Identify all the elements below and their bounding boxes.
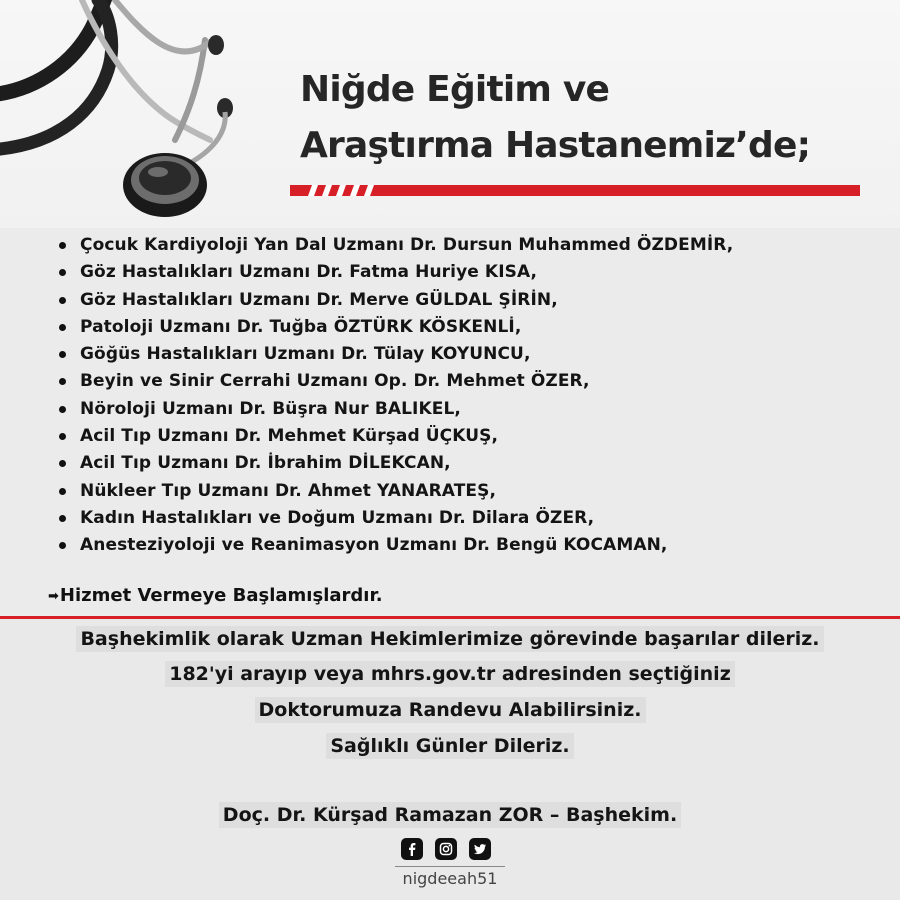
bullet-icon	[59, 542, 66, 549]
footer-line-4: Sağlıklı Günler Dileriz.	[0, 731, 900, 761]
doctor-entry: Nükleer Tıp Uzmanı Dr. Ahmet YANARATEŞ,	[80, 480, 497, 501]
bullet-icon	[59, 460, 66, 467]
bullet-icon	[59, 269, 66, 276]
list-item	[56, 368, 733, 395]
doctor-entry: Patoloji Uzmanı Dr. Tuğba ÖZTÜRK KÖSKENLİ,	[80, 316, 522, 337]
doctor-entry: Acil Tıp Uzmanı Dr. İbrahim DİLEKCAN,	[80, 453, 451, 474]
bullet-icon	[59, 406, 66, 413]
instagram-icon[interactable]	[435, 838, 457, 860]
footer-line-3: Doktorumuza Randevu Alabilirsiniz.	[0, 695, 900, 725]
list-item	[56, 396, 733, 423]
list-item	[56, 341, 733, 368]
social-icons	[401, 838, 491, 860]
title-line-1: Niğde Eğitim ve	[300, 69, 610, 110]
doctor-entry: Nöroloji Uzmanı Dr. Büşra Nur BALIKEL,	[80, 398, 461, 419]
footer-line-1: Başhekimlik olarak Uzman Hekimlerimize görevinde başarılar dileriz.	[0, 624, 900, 654]
social-handle: nigdeeah51	[402, 869, 498, 888]
bullet-icon	[59, 488, 66, 495]
title-line-2: Araştırma Hastanemiz’de;	[300, 125, 811, 166]
list-item	[56, 532, 733, 559]
bullet-icon	[59, 351, 66, 358]
handle-divider	[395, 866, 505, 867]
doctor-entry: Göz Hastalıkları Uzmanı Dr. Fatma Huriye KISA,	[80, 262, 538, 283]
footer-line-2: 182'yi arayıp veya mhrs.gov.tr adresinden seçtiğiniz	[0, 659, 900, 689]
list-item	[56, 423, 733, 450]
list-item	[56, 259, 733, 286]
bullet-icon	[59, 324, 66, 331]
list-item	[56, 450, 733, 477]
closing-statement	[48, 582, 383, 610]
arrow-right-icon: ➡	[48, 589, 59, 604]
doctor-entry: Kadın Hastalıkları ve Doğum Uzmanı Dr. Dilara ÖZER,	[80, 507, 595, 528]
list-item	[56, 478, 733, 505]
bullet-icon	[59, 242, 66, 249]
doctor-entry: Anesteziyoloji ve Reanimasyon Uzmanı Dr. Bengü KOCAMAN,	[80, 535, 668, 556]
doctor-entry: Acil Tıp Uzmanı Dr. Mehmet Kürşad ÜÇKUŞ,	[80, 426, 499, 447]
doctor-entry: Çocuk Kardiyoloji Yan Dal Uzmanı Dr. Dursun Muhammed ÖZDEMİR,	[80, 235, 734, 255]
facebook-icon[interactable]	[401, 838, 423, 860]
page-title	[300, 62, 810, 174]
closing-text: Hizmet Vermeye Başlamışlardır.	[59, 585, 383, 606]
doctor-list	[56, 232, 733, 560]
stethoscope-image	[0, 0, 330, 230]
list-item	[56, 232, 733, 259]
twitter-icon[interactable]	[469, 838, 491, 860]
bullet-icon	[59, 433, 66, 440]
underline-stripes	[308, 185, 380, 196]
list-item	[56, 287, 733, 314]
list-item	[56, 505, 733, 532]
bullet-icon	[59, 515, 66, 522]
list-item	[56, 314, 733, 341]
doctor-entry: Beyin ve Sinir Cerrahi Uzmanı Op. Dr. Mehmet ÖZER,	[80, 371, 590, 392]
signature: Doç. Dr. Kürşad Ramazan ZOR – Başhekim.	[0, 800, 900, 830]
bullet-icon	[59, 378, 66, 385]
doctor-entry: Göz Hastalıkları Uzmanı Dr. Merve GÜLDAL ŞİRİN,	[80, 289, 558, 310]
doctor-entry: Göğüs Hastalıkları Uzmanı Dr. Tülay KOYUNCU,	[80, 344, 531, 365]
bullet-icon	[59, 297, 66, 304]
